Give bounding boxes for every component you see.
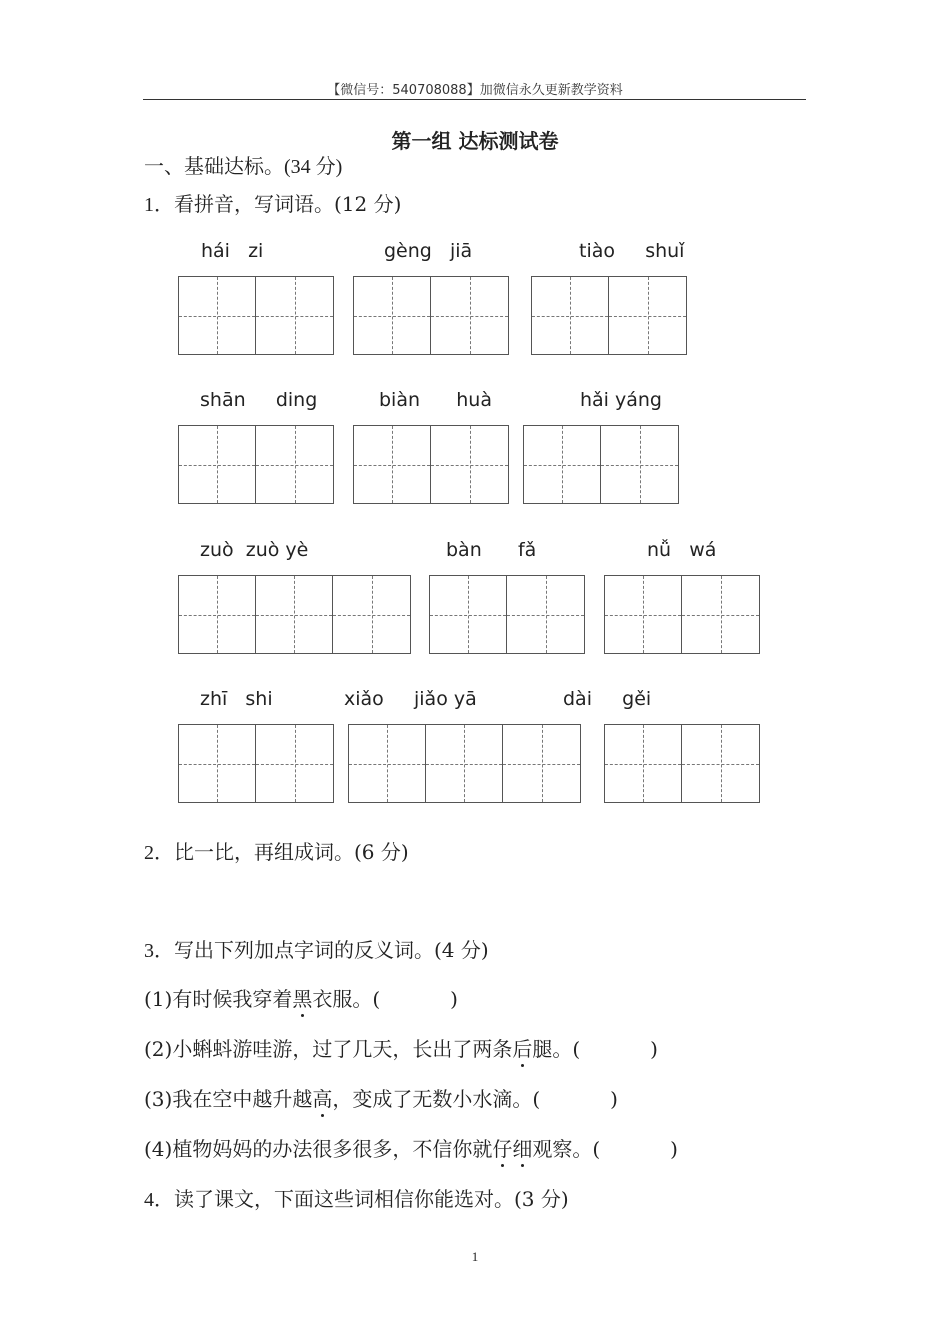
- grid-cell[interactable]: [601, 426, 678, 503]
- grid-cell[interactable]: [682, 576, 759, 653]
- question-number: 4．: [144, 1189, 174, 1211]
- writing-grid[interactable]: [178, 575, 411, 654]
- page-number: 1: [471, 1249, 479, 1264]
- answer-item: (1)有时候我穿着黑衣服。( ): [144, 987, 458, 1011]
- page-header: 【微信号：540708088】加微信永久更新教学资料: [327, 83, 623, 98]
- question-number: 1．: [144, 194, 174, 216]
- pinyin-label: xiǎo jiǎo yā: [344, 688, 477, 710]
- section-heading: [144, 150, 342, 179]
- page-title: 第一组 达标测试卷: [391, 129, 559, 153]
- pinyin-label: gèng jiā: [384, 240, 473, 262]
- writing-grid[interactable]: [348, 724, 581, 803]
- grid-cell[interactable]: [256, 277, 333, 354]
- grid-cell[interactable]: [524, 426, 601, 503]
- grid-cell[interactable]: [354, 426, 431, 503]
- writing-grid[interactable]: [604, 724, 760, 803]
- grid-cell[interactable]: [532, 277, 609, 354]
- writing-grid[interactable]: [531, 276, 687, 355]
- dotted-char: 后: [512, 1037, 533, 1061]
- pinyin-label: shān ding: [200, 389, 318, 411]
- writing-grid[interactable]: [178, 425, 334, 504]
- dotted-char: 细: [512, 1137, 533, 1161]
- question-number: 2．: [144, 842, 174, 864]
- writing-grid[interactable]: [353, 276, 509, 355]
- question-text: 读了课文，下面这些词相信你能选对。(3 分): [174, 1187, 569, 1211]
- grid-cell[interactable]: [430, 576, 507, 653]
- question-number: 3．: [144, 940, 174, 962]
- pinyin-label: hái zi: [201, 240, 264, 262]
- question-text: 写出下列加点字词的反义词。(4 分): [174, 938, 489, 962]
- writing-grid[interactable]: [178, 276, 334, 355]
- dotted-char: 仔: [492, 1137, 513, 1161]
- question-text: 看拼音，写词语。(12 分): [174, 192, 402, 216]
- section-score: (34 分): [284, 156, 343, 178]
- grid-cell[interactable]: [256, 725, 333, 802]
- section-label: 一、基础达标。: [144, 154, 284, 178]
- answer-item: (2)小蝌蚪游哇游，过了几天，长出了两条后腿。( ): [144, 1037, 658, 1061]
- grid-cell[interactable]: [179, 277, 256, 354]
- pinyin-label: tiào shuǐ: [579, 240, 685, 262]
- question-1: [144, 188, 401, 217]
- pinyin-label: zuò zuò yè: [200, 539, 309, 561]
- writing-grid[interactable]: [178, 724, 334, 803]
- grid-cell[interactable]: [503, 725, 580, 802]
- writing-grid[interactable]: [353, 425, 509, 504]
- grid-cell[interactable]: [179, 725, 256, 802]
- grid-cell[interactable]: [605, 725, 682, 802]
- question-3: [144, 934, 489, 963]
- pinyin-label: nǚ wá: [647, 539, 717, 561]
- grid-cell[interactable]: [349, 725, 426, 802]
- grid-cell[interactable]: [256, 426, 333, 503]
- header-divider: [143, 99, 806, 100]
- grid-cell[interactable]: [426, 725, 503, 802]
- grid-cell[interactable]: [179, 576, 256, 653]
- writing-grid[interactable]: [604, 575, 760, 654]
- grid-cell[interactable]: [354, 277, 431, 354]
- writing-grid[interactable]: [429, 575, 585, 654]
- question-text: 比一比，再组成词。(6 分): [174, 840, 409, 864]
- answer-item: (3)我在空中越升越高，变成了无数小水滴。( ): [144, 1087, 618, 1111]
- grid-cell[interactable]: [179, 426, 256, 503]
- grid-cell[interactable]: [256, 576, 333, 653]
- question-2: [144, 836, 409, 865]
- answer-item: (4)植物妈妈的办法很多很多，不信你就仔细观察。( ): [144, 1137, 678, 1161]
- question-4: [144, 1183, 569, 1212]
- dotted-char: 高: [312, 1087, 333, 1111]
- pinyin-label: dài gěi: [563, 688, 652, 710]
- grid-cell[interactable]: [333, 576, 410, 653]
- grid-cell[interactable]: [682, 725, 759, 802]
- grid-cell[interactable]: [605, 576, 682, 653]
- grid-cell[interactable]: [609, 277, 686, 354]
- pinyin-label: biàn huà: [379, 389, 492, 411]
- dotted-char: 黑: [292, 987, 313, 1011]
- pinyin-label: hǎi yáng: [580, 389, 662, 411]
- grid-cell[interactable]: [431, 426, 508, 503]
- writing-grid[interactable]: [523, 425, 679, 504]
- pinyin-label: bàn fǎ: [446, 539, 537, 561]
- pinyin-label: zhī shi: [200, 688, 273, 710]
- grid-cell[interactable]: [431, 277, 508, 354]
- grid-cell[interactable]: [507, 576, 584, 653]
